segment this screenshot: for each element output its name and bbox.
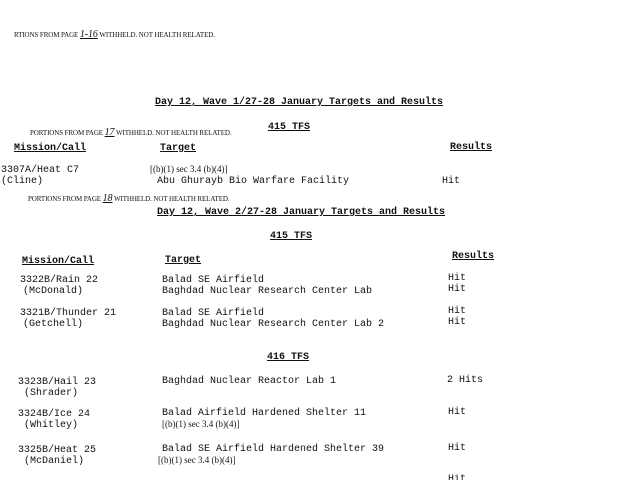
target: Balad SE Airfield [162, 275, 265, 286]
result: Hit [448, 407, 467, 418]
stamp-text: WITHHELD. NOT HEALTH RELATED. [97, 31, 215, 39]
pilot-name: (Whitley) [24, 420, 79, 431]
stamp-text: PORTIONS FROM PAGE [28, 195, 103, 203]
redaction-note: [(b)(1) sec 3.4 (b)(4)] [158, 455, 236, 465]
mission-call: 3323B/Hail 23 [18, 377, 97, 388]
target: Baghdad Nuclear Research Center Lab 2 [162, 319, 385, 330]
stamp-text: WITHHELD. NOT HEALTH RELATED. [114, 129, 232, 137]
section-title: Day 12, Wave 1/27-28 January Targets and Results [155, 97, 444, 108]
target: Balad SE Airfield Hardened Shelter 39 [162, 444, 385, 455]
column-header-mission: Mission/Call [22, 256, 95, 267]
pilot-name: (Getchell) [23, 319, 84, 330]
squadron-heading: 415 TFS [270, 231, 313, 242]
column-header-mission: Mission/Call [14, 143, 87, 154]
mission-call: 3322B/Rain 22 [20, 275, 99, 286]
stamp-text: RTIONS FROM PAGE [14, 31, 80, 39]
result: Hit [448, 273, 467, 284]
withheld-stamp [14, 31, 215, 39]
stamp-page-number: 18 [102, 193, 113, 204]
pilot-name: (McDaniel) [24, 456, 85, 467]
redaction-note: [(b)(1) sec 3.4 (b)(4)] [162, 419, 240, 429]
result: Hit [448, 443, 467, 454]
withheld-stamp [30, 129, 231, 137]
target: Baghdad Nuclear Research Center Lab [162, 286, 373, 297]
result: Hit [442, 176, 461, 187]
stamp-page-number: 1-16 [79, 29, 98, 40]
result: Hit [448, 284, 467, 295]
result: Hit [448, 317, 467, 328]
target: Balad Airfield Hardened Shelter 11 [162, 408, 367, 419]
target: Baghdad Nuclear Reactor Lab 1 [162, 376, 337, 387]
mission-call: 3307A/Heat C7 [1, 165, 80, 176]
column-header-target: Target [160, 143, 197, 154]
squadron-heading: 415 TFS [268, 122, 311, 133]
pilot-name: (McDonald) [23, 286, 84, 297]
result: 2 Hits [447, 375, 484, 386]
redaction-note: [(b)(1) sec 3.4 (b)(4)] [150, 164, 228, 174]
squadron-heading: 416 TFS [267, 352, 310, 363]
result-cut-off: Hit [448, 474, 467, 480]
pilot-name: (Shrader) [24, 388, 79, 399]
pilot-name: (Cline) [1, 176, 44, 187]
column-header-results: Results [452, 251, 495, 262]
result: Hit [448, 306, 467, 317]
mission-call: 3324B/Ice 24 [18, 409, 91, 420]
stamp-page-number: 17 [104, 127, 115, 138]
target: Abu Ghurayb Bio Warfare Facility [157, 176, 350, 187]
column-header-results: Results [450, 142, 493, 153]
section-title: Day 12, Wave 2/27-28 January Targets and Results [157, 207, 446, 218]
stamp-text: PORTIONS FROM PAGE [30, 129, 105, 137]
stamp-text: WITHHELD. NOT HEALTH RELATED. [112, 195, 230, 203]
withheld-stamp [28, 195, 229, 203]
target: Balad SE Airfield [162, 308, 265, 319]
column-header-target: Target [165, 255, 202, 266]
mission-call: 3325B/Heat 25 [18, 445, 97, 456]
mission-call: 3321B/Thunder 21 [20, 308, 117, 319]
